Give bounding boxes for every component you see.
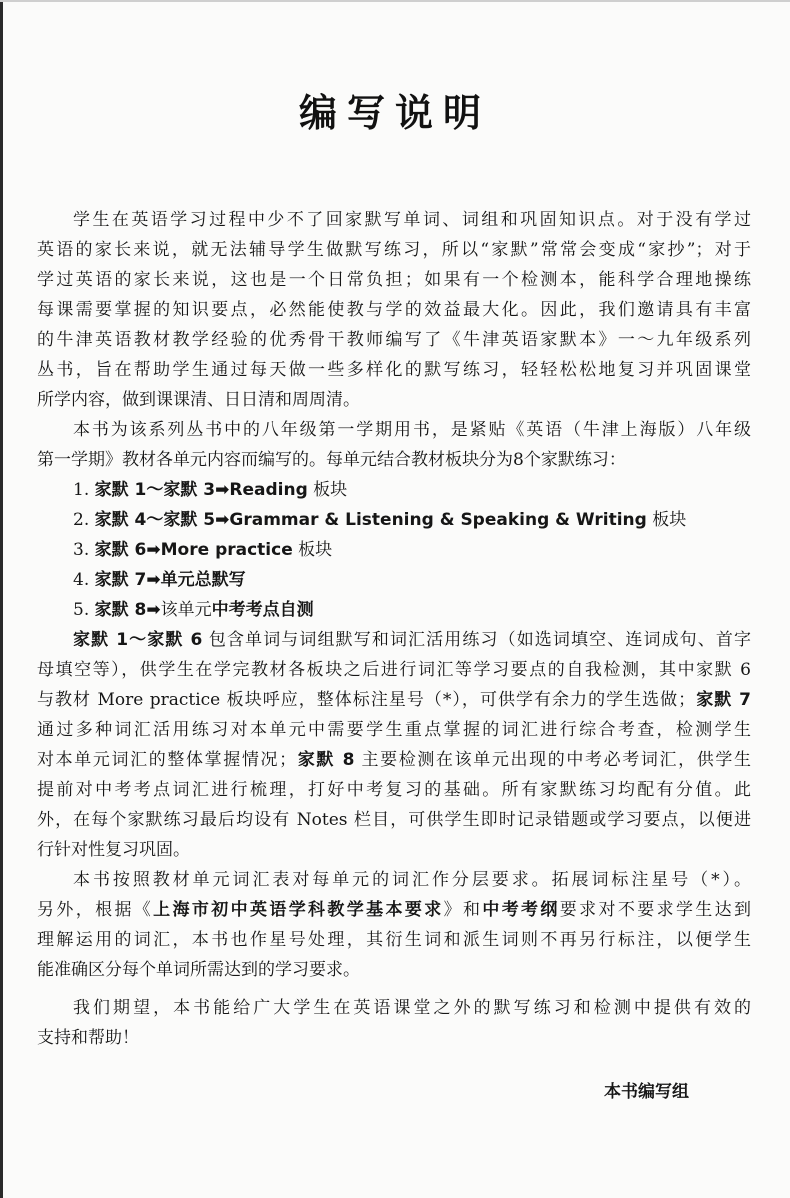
list-target-bold: 中考考点自测 [211, 600, 314, 620]
list-target: Reading [229, 480, 308, 500]
para5-line: 支持和帮助！ [37, 1028, 139, 1048]
para3-line [37, 625, 751, 655]
para4-text: 》和 [443, 900, 483, 920]
para1-line: 学过英语的家长来说，这也是一个日常负担；如果有一个检测本，能科学合理地操练 [37, 270, 751, 290]
list-item [37, 475, 751, 505]
list-number: 2. [73, 510, 90, 530]
para4-line: 理解运用的词汇，本书也作星号处理，其衍生词和派生词则不再另行标注，以便学生 [37, 930, 751, 950]
list-from: 家默 8 [94, 600, 147, 620]
arrow-right-icon: ➡ [215, 480, 230, 500]
para4-line [37, 895, 751, 925]
para3-line: 母填空等），供学生在学完教材各板块之后进行词汇等学习要点的自我检测，其中家默 6 [37, 660, 751, 680]
list-number: 1. [73, 480, 90, 500]
para1-line: 的牛津英语教材教学经验的优秀骨干教师编写了《牛津英语家默本》一～九年级系列 [37, 330, 751, 350]
arrow-right-icon: ➡ [146, 570, 161, 590]
list-from: 家默 6 [94, 540, 147, 560]
para3-line: 提前对中考考点词汇进行梳理，打好中考复习的基础。所有家默练习均配有分值。此 [37, 780, 751, 800]
para2-line: 本书为该系列丛书中的八年级第一学期用书，是紧贴《英语（牛津上海版）八年级 [73, 420, 751, 440]
para4-bold: 中考考纲 [482, 900, 560, 920]
list-suffix: 板块 [646, 510, 687, 530]
list-item [37, 505, 751, 535]
list-target: More practice [160, 540, 293, 560]
page-edge-shadow [0, 0, 3, 1198]
list-number: 3. [73, 540, 90, 560]
page-title: 编写说明 [298, 90, 491, 135]
list-item [37, 535, 751, 565]
list-target: Grammar & Listening & Speaking & Writing [229, 510, 647, 530]
list-sep: ～ [146, 510, 164, 530]
para4-text: 另外，根据《 [37, 900, 154, 920]
list-to: 家默 5 [163, 510, 216, 530]
list-sep: ～ [146, 480, 164, 500]
para3-text: 主要检测在该单元出现的中考必考词汇，供学生 [354, 750, 751, 770]
document-body [37, 205, 751, 1053]
para4-line: 本书按照教材单元词汇表对每单元的词汇作分层要求。拓展词标注星号（*）。 [73, 870, 751, 890]
para3-bold: 家默 1～家默 6 [73, 630, 203, 650]
para1-line: 丛书，旨在帮助学生通过每天做一些多样化的默写练习，轻轻松松地复习并巩固课堂 [37, 360, 751, 380]
arrow-right-icon: ➡ [215, 510, 230, 530]
list-target: 该单元 [160, 600, 212, 620]
para3-line [37, 685, 751, 715]
list-to: 家默 3 [163, 480, 216, 500]
para3-bold: 家默 7 [695, 690, 751, 710]
para4-bold: 上海市初中英语学科教学基本要求 [153, 900, 444, 920]
list-item [37, 595, 751, 625]
page-top-edge [0, 0, 790, 2]
list-from: 家默 1 [94, 480, 147, 500]
para3-line: 行针对性复习巩固。 [37, 840, 190, 860]
para3-line: 外，在每个家默练习最后均设有 Notes 栏目，可供学生即时记录错题或学习要点，以便进 [37, 810, 751, 830]
para4-line: 能准确区分每个单词所需达到的学习要求。 [37, 960, 360, 980]
para3-line [37, 745, 751, 775]
arrow-right-icon: ➡ [146, 600, 161, 620]
list-from: 家默 4 [94, 510, 147, 530]
para5-line: 我们期望，本书能给广大学生在英语课堂之外的默写练习和检测中提供有效的 [73, 998, 751, 1018]
list-item [37, 565, 751, 595]
para1-line: 每课需要掌握的知识要点，必然能使教与学的效益最大化。因此，我们邀请具有丰富 [37, 300, 751, 320]
list-target: 单元总默写 [160, 570, 246, 590]
list-suffix: 板块 [292, 540, 333, 560]
para2-line: 第一学期》教材各单元内容而编写的。每单元结合教材板块分为8个家默练习： [37, 450, 626, 470]
para4-text: 要求对不要求学生达到 [559, 900, 751, 920]
para3-text: 包含单词与词组默写和词汇活用练习（如选词填空、连词成句、首字 [202, 630, 751, 650]
para3-text: 与教材 More practice 板块呼应，整体标注星号（*），可供学有余力的学生选做； [37, 690, 696, 710]
arrow-right-icon: ➡ [146, 540, 161, 560]
para3-bold: 家默 8 [296, 750, 355, 770]
para1-line: 学生在英语学习过程中少不了回家默写单词、词组和巩固知识点。对于没有学过 [73, 210, 751, 230]
list-from: 家默 7 [94, 570, 147, 590]
list-number: 4. [73, 570, 90, 590]
para3-text: 对本单元词汇的整体掌握情况； [37, 750, 297, 770]
list-number: 5. [73, 600, 90, 620]
para1-line: 英语的家长来说，就无法辅导学生做默写练习，所以“家默”常常会变成“家抄”；对于 [37, 240, 751, 260]
signature: 本书编写组 [604, 1082, 689, 1102]
para3-line: 通过多种词汇活用练习对本单元中需要学生重点掌握的词汇进行综合考查，检测学生 [37, 720, 751, 740]
list-suffix: 板块 [307, 480, 348, 500]
para1-line: 所学内容，做到课课清、日日清和周周清。 [37, 390, 360, 410]
